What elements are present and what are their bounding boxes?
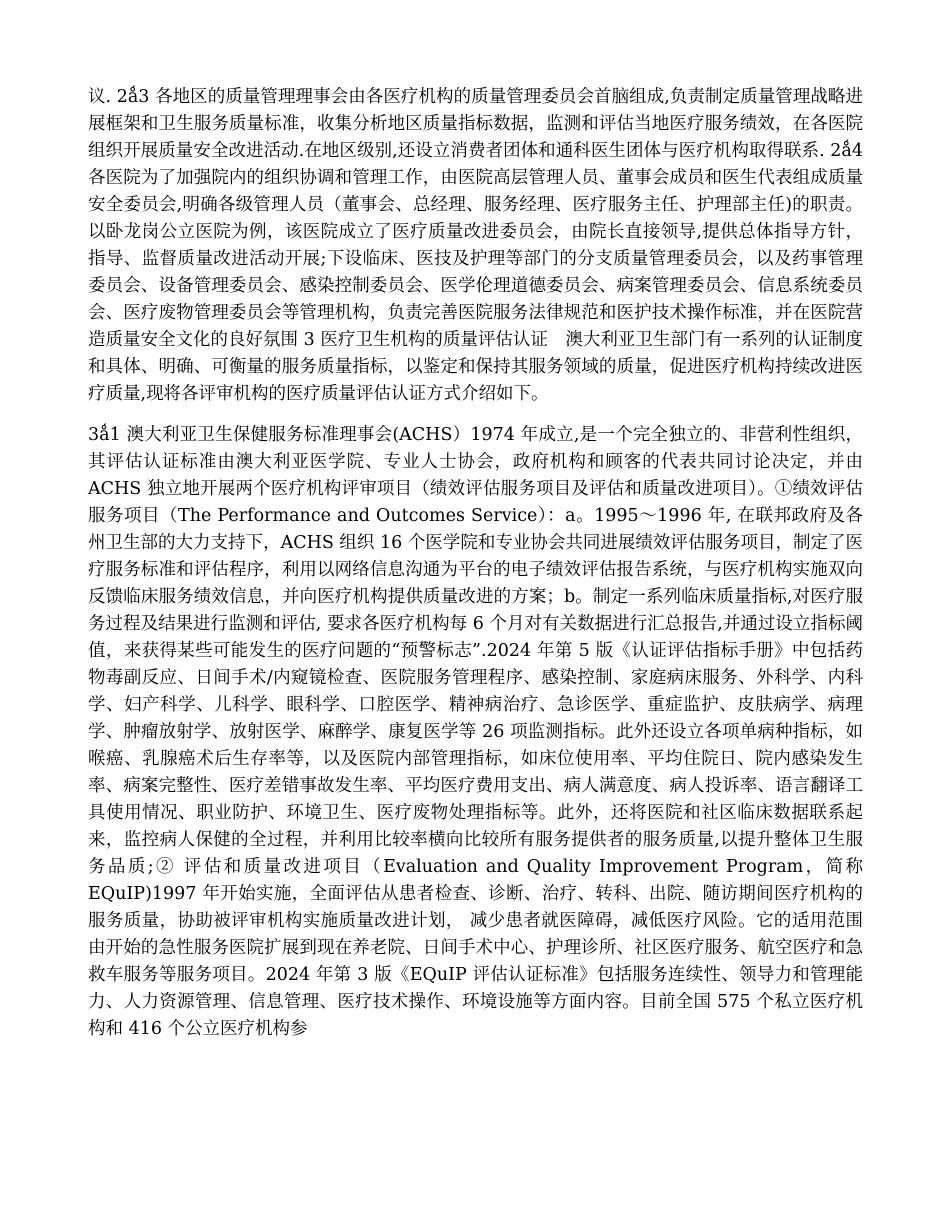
- document-page: [88, 84, 863, 1043]
- paragraph: 3ǻ1 澳大利亚卫生保健服务标准理事会(ACHS）1974 年成立,是一个完全独立的、非营利性组织，其评估认证标准由澳大利亚医学院、专业人士协会，政府机构和顾客的代表共同讨论决定，并由 ACHS 独立地开展两个医疗机构评审项目（绩效评估服务项目及评估和质量改进项目）。①绩效评估服务项目（The Performance and Outcomes Service）：a。1995～1996 年, 在联邦政府及各州卫生部的大力支持下，ACHS 组织 16 个医学院和专业协会共同进展绩效评估服务项目，制定了医疗服务标准和评估程序，利用以网络信息沟通为平台的电子绩效评估报告系统，与医疗机构实施双向反馈临床服务绩效信息，并向医疗机构提供质量改进的方案；b。制定一系列临床质量指标,对医疗服务过程及结果进行监测和评估, 要求各医疗机构每 6 个月对有关数据进行汇总报告,并通过设立指标阈值，来获得某些可能发生的医疗问题的“预警标志”.2024 年第 5 版《认证评估指标手册》中包括药物毒副反应、日间手术/内窥镜检查、医院服务管理程序、感染控制、家庭病床服务、外科学、内科学、妇产科学、儿科学、眼科学、口腔医学、精神病治疗、急诊医学、重症监护、皮肤病学、病理学、肿瘤放射学、放射医学、麻醉学、康复医学等 26 项监测指标。此外还设立各项单病种指标，如喉癌、乳腺癌术后生存率等，以及医院内部管理指标，如床位使用率、平均住院日、院内感染发生率、病案完整性、医疗差错事故发生率、平均医疗费用支出、病人满意度、病人投诉率、语言翻译工具使用情况、职业防护、环境卫生、医疗废物处理指标等。此外，还将医院和社区临床数据联系起来，监控病人保健的全过程，并利用比较率横向比较所有服务提供者的服务质量,以提升整体卫生服务品质;② 评估和质量改进项目（Evaluation and Quality Improvement Program，简称 EQuIP)1997 年开始实施，全面评估从患者检查、诊断、治疗、转科、出院、随访期间医疗机构的服务质量，协助被评审机构实施质量改进计划， 减少患者就医障碍，减低医疗风险。它的适用范围由开始的急性服务医院扩展到现在养老院、日间手术中心、护理诊所、社区医疗服务、航空医疗和急救车服务等服务项目。2024 年第 3 版《EQuIP 评估认证标准》包括服务连续性、领导力和管理能力、人力资源管理、信息管理、医疗技术操作、环境设施等方面内容。目前全国 575 个私立医疗机构和 416 个公立医疗机构参: [88, 425, 863, 1039]
- paragraph: 议. 2ǻ3 各地区的质量管理理事会由各医疗机构的质量管理委员会首脑组成,负责制定质量管理战略进展框架和卫生服务质量标准，收集分析地区质量指标数据，监测和评估当地医疗服务绩效，在各医院组织开展质量安全改进活动.在地区级别,还设立消费者团体和通科医生团体与医疗机构取得联系. 2ǻ4 各医院为了加强院内的组织协调和管理工作，由医院高层管理人员、董事会成员和医生代表组成质量安全委员会,明确各级管理人员（董事会、总经理、服务经理、医疗服务主任、护理部主任)的职责。以卧龙岗公立医院为例，该医院成立了医疗质量改进委员会，由院长直接领导,提供总体指导方针，指导、监督质量改进活动开展;下设临床、医技及护理等部门的分支质量管理委员会，以及药事管理委员会、设备管理委员会、感染控制委员会、医学伦理道德委员会、病案管理委员会、信息系统委员会、医疗废物管理委员会等管理机构，负责完善医院服务法律规范和医护技术操作标准，并在医院营造质量安全文化的良好氛围 3 医疗卫生机构的质量评估认证 澳大利亚卫生部门有一系列的认证制度和具体、明确、可衡量的服务质量指标，以鉴定和保持其服务领域的质量，促进医疗机构持续改进医疗质量,现将各评审机构的医疗质量评估认证方式介绍如下。: [88, 87, 863, 404]
